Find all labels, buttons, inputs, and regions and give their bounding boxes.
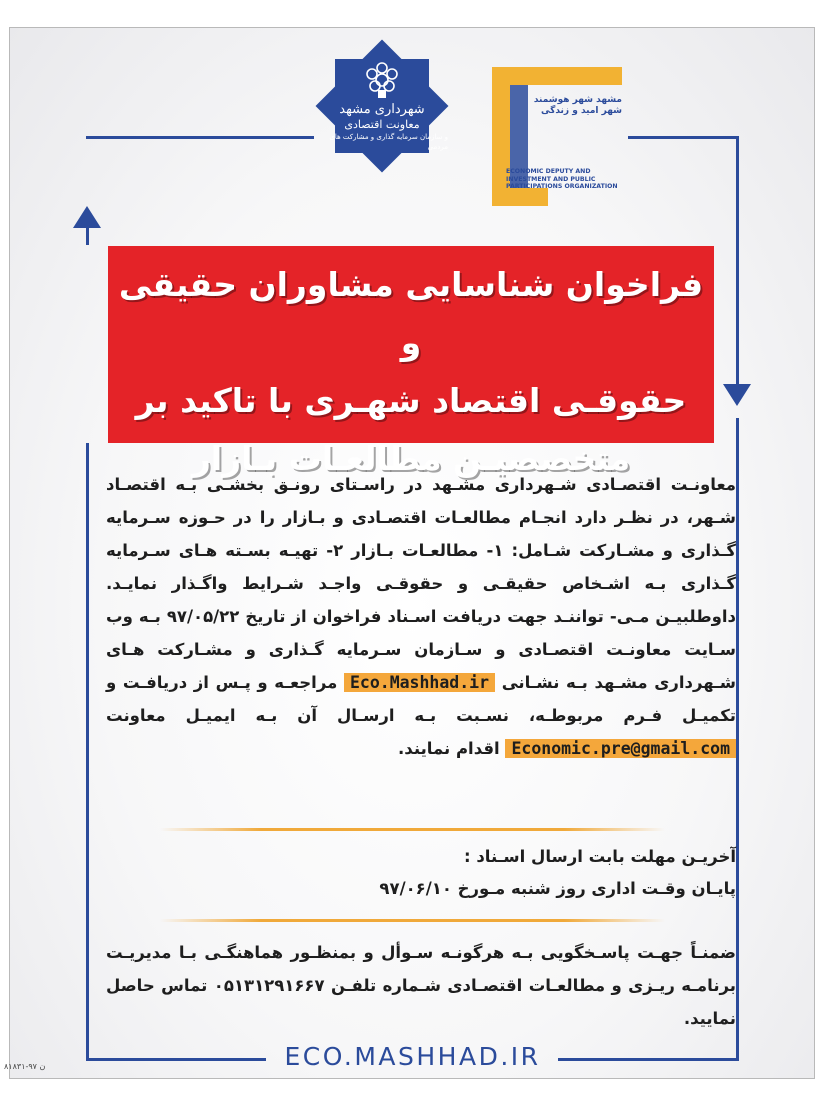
deadline-section <box>106 841 736 905</box>
org-slogan-line2: شهر امید و زندگی <box>540 106 622 116</box>
title-line2: حقوقـی اقتصاد شهـری با تاکید بر <box>135 381 687 420</box>
advertisement-page <box>9 27 815 1079</box>
ad-code: ن ۹۷-۸۱۸۳۱ <box>4 1062 46 1071</box>
frame-top-right <box>628 136 736 139</box>
logo-organization-name: و سازمان سرمایه گذاری و مشارکت های مردمی <box>329 133 448 151</box>
municipality-logo <box>316 40 448 172</box>
contact-section: ضمنـاً جهـت پاسـخگویی بـه هرگونـه سـوأل و بمنظـور هماهنگـی بـا مدیریـت برنامـه ریـزی و مطالعـات اقتصـادی شـماره تلفـن ۰۵۱۳۱۲۹۱۶۶۷ تماس حاصل نمایید. <box>106 943 736 1028</box>
frame-left-lower <box>86 443 89 1061</box>
logo-municipality-name: شهرداری مشهد <box>339 102 425 117</box>
frame-right <box>736 136 739 388</box>
footer-website[interactable]: ECO.MASHHAD.IR <box>284 1042 541 1071</box>
logo-deputy-name: معاونت اقتصادی <box>344 118 420 131</box>
org-slogan-line1: مشهد شهر هوشمند <box>533 95 622 105</box>
website-link[interactable]: Eco.Mashhad.ir <box>344 673 495 692</box>
body-text-part2: مراجعـه و پـس از دریافـت و تکمیـل فـرم مربوطـه، نسـبت بـه ارسـال آن بـه ایمیـل معاونت <box>106 673 736 725</box>
announcement-title <box>108 256 714 488</box>
organization-logo <box>488 63 626 210</box>
body-text-part1: معاونـت اقتصـادی شـهرداری مشـهد در راسـتای رونـق بخشـی بـه اقتصـاد شـهر، در نظـر دارد انجـام مطالعـات اقتصـادی و بـازار را در حـوزه سـرمایه گـذاری و مشـارکت شـامل: ۱- مطالعـات بـازار ۲- تهیـه بسـته هـای سـرمایه گـذاری بـه اشـخاص حقیقـی و حقوقـی واجـد شـرایط واگـذار نمایـد. داوطلبیـن مـی- تواننـد جهت دریافت اسـناد فراخوان از تاریخ ۹۷/۰۵/۲۲ بـه وب سـایت معاونـت اقتصـادی و سـازمان سـرمایه گـذاری و مشـارکت هـای شـهرداری مشـهد بـه نشـانی <box>106 475 737 692</box>
divider-1 <box>160 828 665 831</box>
body-text-part3: اقدام نمایند. <box>398 739 500 758</box>
title-line3: متخصصیـن مطالعـات بـازار <box>191 439 631 478</box>
announcement-body <box>106 468 736 765</box>
frame-top-left <box>86 136 314 139</box>
deadline-date: پایـان وقـت اداری روز شنبه مـورخ ۹۷/۰۶/۱۰ <box>379 879 736 898</box>
org-english-name: ECONOMIC DEPUTY AND INVESTMENT AND PUBLIC PARTICIPATIONS ORGANIZATION <box>506 168 618 191</box>
title-line1: فراخوان شناسایی مشاوران حقیقی و <box>118 265 704 362</box>
deadline-label: آخریـن مهلت بابت ارسال اسـناد : <box>464 847 736 866</box>
email-link[interactable]: Economic.pre@gmail.com <box>505 739 736 758</box>
arrow-up-icon <box>73 206 101 228</box>
frame-right-lower <box>736 418 739 1061</box>
divider-2 <box>160 919 665 922</box>
shrine-emblem-icon <box>359 60 405 100</box>
org-slogan <box>506 95 622 117</box>
arrow-down-icon <box>723 384 751 406</box>
